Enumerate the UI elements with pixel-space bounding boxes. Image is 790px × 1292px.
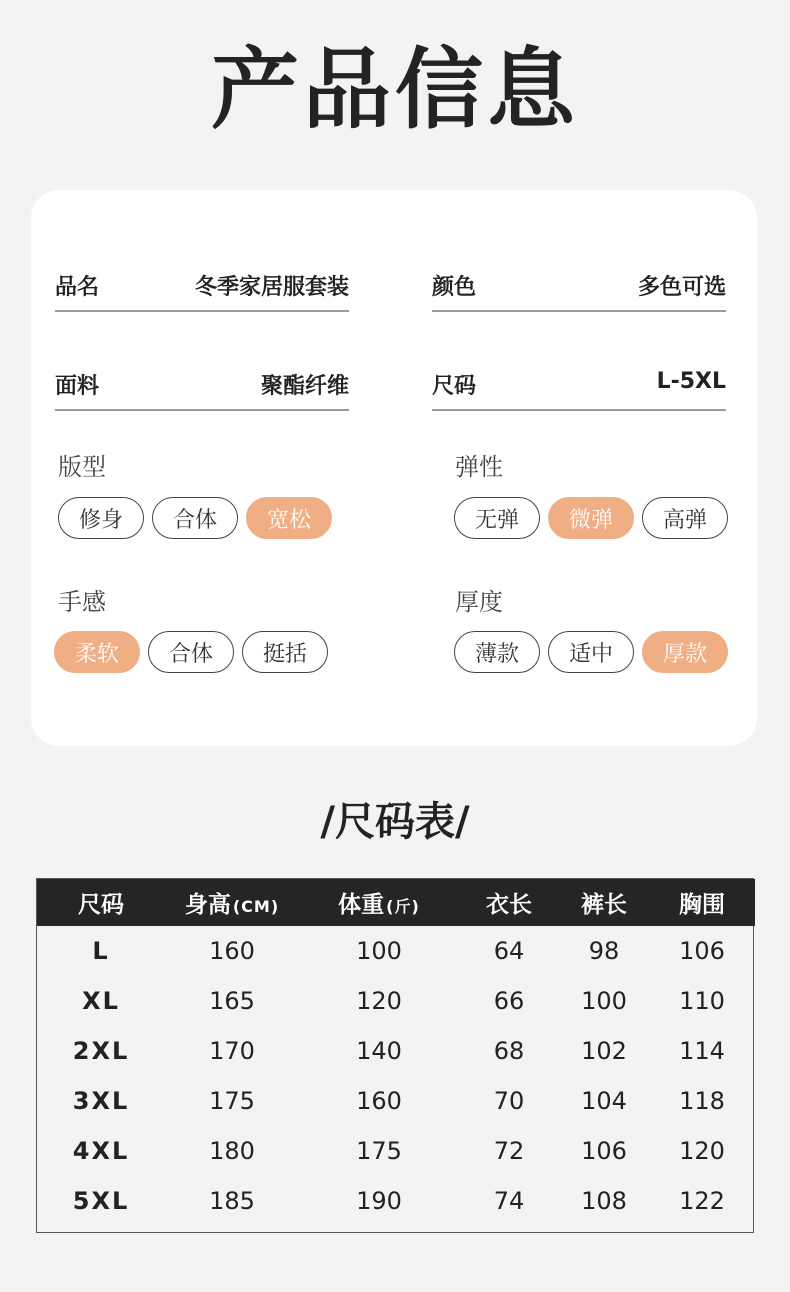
chest-cell: 106 <box>679 937 725 965</box>
pants-length-cell: 106 <box>581 1137 627 1165</box>
feel-option-selected[interactable]: 柔软 <box>54 631 140 673</box>
fit-option[interactable]: 修身 <box>58 497 144 539</box>
spec-color <box>432 270 726 312</box>
top-length-cell: 70 <box>493 1087 525 1115</box>
top-length-cell: 74 <box>493 1187 525 1215</box>
elasticity-option-selected[interactable]: 微弹 <box>548 497 634 539</box>
spec-value: 多色可选 <box>637 275 726 300</box>
chest-cell: 122 <box>679 1187 725 1215</box>
spec-value: L-5XL <box>656 369 726 394</box>
elasticity-options <box>454 497 728 539</box>
size-cell: 5XL <box>72 1187 130 1215</box>
col-header-weight <box>299 879 459 926</box>
col-header-label: 裤长 <box>581 892 627 918</box>
chest-cell: 110 <box>679 987 725 1015</box>
thickness-option-selected[interactable]: 厚款 <box>642 631 728 673</box>
top-length-cell: 66 <box>493 987 525 1015</box>
col-header-unit: (斤) <box>386 897 420 916</box>
spec-label: 颜色 <box>432 275 477 300</box>
table-header-row <box>37 879 755 926</box>
col-header-top-length <box>459 879 559 926</box>
top-length-cell: 64 <box>493 937 525 965</box>
weight-cell: 120 <box>356 987 402 1015</box>
spec-value: 冬季家居服套装 <box>194 275 349 300</box>
elasticity-label: 弹性 <box>455 453 503 481</box>
weight-cell: 190 <box>356 1187 402 1215</box>
height-cell: 165 <box>209 987 255 1015</box>
elasticity-option[interactable]: 高弹 <box>642 497 728 539</box>
height-cell: 185 <box>209 1187 255 1215</box>
col-header-pants-length <box>559 879 649 926</box>
col-header-chest <box>649 879 755 926</box>
top-length-cell: 72 <box>493 1137 525 1165</box>
weight-cell: 140 <box>356 1037 402 1065</box>
elasticity-option[interactable]: 无弹 <box>454 497 540 539</box>
height-cell: 180 <box>209 1137 255 1165</box>
fit-option[interactable]: 合体 <box>152 497 238 539</box>
fit-options <box>58 497 332 539</box>
size-cell: L <box>92 937 110 965</box>
col-header-height <box>165 879 299 926</box>
table-row <box>37 1076 755 1126</box>
feel-options <box>54 631 328 673</box>
pants-length-cell: 104 <box>581 1087 627 1115</box>
chest-cell: 118 <box>679 1087 725 1115</box>
table-row <box>37 976 755 1026</box>
height-cell: 170 <box>209 1037 255 1065</box>
pants-length-cell: 108 <box>581 1187 627 1215</box>
thickness-option[interactable]: 薄款 <box>454 631 540 673</box>
spec-size <box>432 369 726 411</box>
pants-length-cell: 98 <box>588 937 620 965</box>
pants-length-cell: 100 <box>581 987 627 1015</box>
table-row <box>37 1126 755 1176</box>
size-chart-table <box>36 878 754 1233</box>
table-row <box>37 1026 755 1076</box>
chest-cell: 120 <box>679 1137 725 1165</box>
feel-option[interactable]: 合体 <box>148 631 234 673</box>
top-length-cell: 68 <box>493 1037 525 1065</box>
col-header-unit: (CM) <box>232 897 280 916</box>
spec-label: 面料 <box>55 374 100 399</box>
col-header-label: 身高 <box>184 892 231 918</box>
fit-option-selected[interactable]: 宽松 <box>246 497 332 539</box>
page-title: 产品信息 <box>210 38 579 141</box>
spec-label: 品名 <box>55 275 100 300</box>
chest-cell: 114 <box>679 1037 725 1065</box>
thickness-option[interactable]: 适中 <box>548 631 634 673</box>
height-cell: 160 <box>209 937 255 965</box>
weight-cell: 175 <box>356 1137 402 1165</box>
thickness-options <box>454 631 728 673</box>
col-header-label: 体重 <box>338 892 385 918</box>
weight-cell: 100 <box>356 937 402 965</box>
col-header-label: 胸围 <box>679 892 725 918</box>
feel-option[interactable]: 挺括 <box>242 631 328 673</box>
spec-name <box>55 270 349 312</box>
size-cell: 4XL <box>72 1137 130 1165</box>
col-header-label: 尺码 <box>78 892 124 918</box>
weight-cell: 160 <box>356 1087 402 1115</box>
feel-label: 手感 <box>58 588 106 616</box>
table-row <box>37 1176 755 1226</box>
col-header-label: 衣长 <box>486 892 532 918</box>
size-cell: 2XL <box>72 1037 130 1065</box>
height-cell: 175 <box>209 1087 255 1115</box>
fit-label: 版型 <box>58 453 106 481</box>
table-row <box>37 926 755 976</box>
size-cell: XL <box>82 987 120 1015</box>
product-info-card <box>31 190 757 746</box>
spec-fabric <box>55 369 349 411</box>
thickness-label: 厚度 <box>455 588 503 616</box>
size-chart-heading: /尺码表/ <box>320 799 470 845</box>
pants-length-cell: 102 <box>581 1037 627 1065</box>
spec-value: 聚酯纤维 <box>260 374 349 399</box>
col-header-size <box>37 879 165 926</box>
size-cell: 3XL <box>72 1087 130 1115</box>
spec-label: 尺码 <box>432 374 477 399</box>
